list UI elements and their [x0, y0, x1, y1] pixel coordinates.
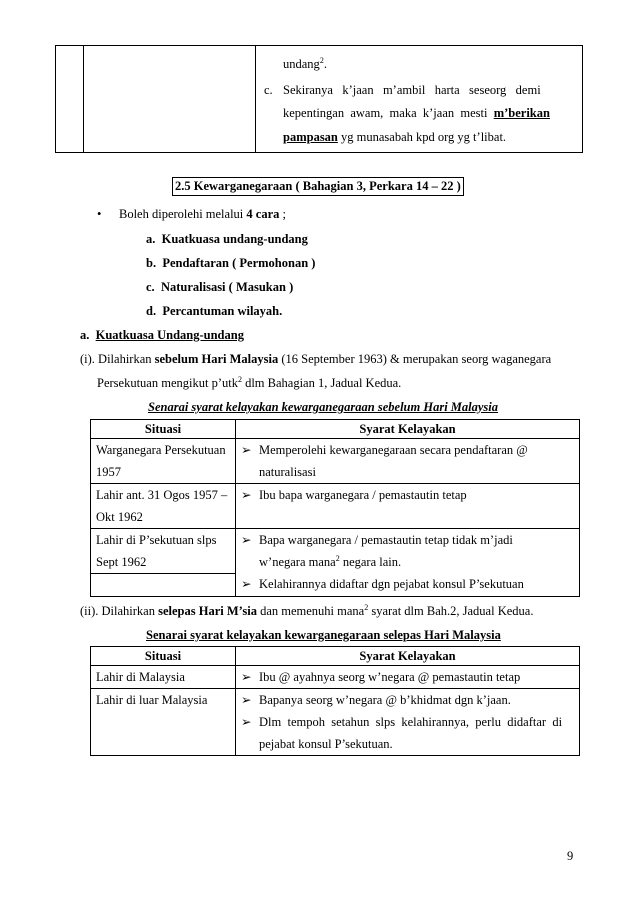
sub-heading: a. Kuatkuasa Undang-undang [80, 328, 244, 342]
paragraph-i-line2: Persekutuan mengikut p’utk$^2$ dlm Bahagian 1, Jadual Kedua. [97, 374, 402, 390]
text-line: undang$^2$. [283, 55, 327, 71]
column-header: Situasi [91, 420, 236, 439]
arrow-icon: ➢ [241, 443, 252, 457]
table-caption: Senarai syarat kelayakan kewarganegaraan sebelum Hari Malaysia [148, 400, 499, 414]
table-cell [84, 46, 256, 153]
section-heading: 2.5 Kewarganegaraan ( Bahagian 3, Perkara 14 – 22 ) [172, 177, 464, 196]
page-number: 9 [567, 849, 574, 863]
arrow-icon: ➢ [241, 488, 252, 502]
column-header: Situasi [91, 647, 236, 666]
table-cell: Lahir di Malaysia [91, 666, 236, 689]
bullet-icon: • [97, 207, 102, 221]
arrow-icon: ➢ [241, 670, 252, 684]
table-after-malaysia-day [90, 646, 580, 756]
list-item: c. Naturalisasi ( Masukan ) [146, 280, 294, 294]
table-cell: ➢ Bapanya seorg w’negara @ b’khidmat dgn k’jaan. ➢ Dlm tempoh setahun slps kelahirannya, perlu didaftar di pejabat konsul P’sekutuan. [236, 689, 580, 756]
table-cell: ➢ Ibu bapa warganegara / pemastautin tetap [236, 484, 580, 529]
table-cell: Lahir di P’sekutuan slps Sept 1962 [91, 529, 236, 597]
bullet-text: Boleh diperolehi melalui 4 cara ; [119, 207, 286, 221]
paragraph-ii: (ii). Dilahirkan selepas Hari M’sia dan memenuhi mana$^2$ syarat dlm Bah.2, Jadual Kedua. [80, 602, 534, 618]
text-line: pampasan yg munasabah kpd org yg t’libat. [283, 130, 507, 144]
list-item: d. Percantuman wilayah. [146, 304, 283, 318]
table-cell: Lahir di luar Malaysia [91, 689, 236, 756]
arrow-icon: ➢ [241, 715, 252, 729]
table-cell: Warganegara Persekutuan 1957 [91, 439, 236, 484]
paragraph-i: (i). Dilahirkan sebelum Hari Malaysia (16 September 1963) & merupakan seorg waganegara [80, 352, 552, 366]
list-marker: c. [264, 83, 273, 97]
table-row [91, 439, 580, 484]
arrow-icon: ➢ [241, 693, 252, 707]
text-line: kepentingan awam, maka k’jaan mesti m’berikan [283, 106, 550, 120]
table-before-malaysia-day [90, 419, 580, 597]
arrow-icon: ➢ [241, 577, 252, 591]
table-cell: Lahir ant. 31 Ogos 1957 – Okt 1962 [91, 484, 236, 529]
column-header: Syarat Kelayakan [236, 647, 580, 666]
table-cell [56, 46, 84, 153]
table-row [91, 689, 580, 756]
table-cell: ➢ Bapa warganegara / pemastautin tetap tidak m’jadi w’negara mana$^2$ negara lain. ➢ Kelahirannya didaftar dgn pejabat konsul P’sekutuan [236, 529, 580, 597]
list-item: b. Pendaftaran ( Permohonan ) [146, 256, 316, 270]
table-cell: ➢ Memperolehi kewarganegaraan secara pendaftaran @ naturalisasi [236, 439, 580, 484]
table-cell: ➢ Ibu @ ayahnya seorg w’negara @ pemastautin tetap [236, 666, 580, 689]
arrow-icon: ➢ [241, 533, 252, 547]
text-line: Sekiranya k’jaan m’ambil harta seseorg demi [283, 83, 541, 97]
continuation-table [55, 45, 583, 153]
table-row [91, 529, 580, 597]
table-row [91, 484, 580, 529]
column-header: Syarat Kelayakan [236, 420, 580, 439]
table-cell [256, 46, 583, 153]
table-caption: Senarai syarat kelayakan kewarganegaraan selepas Hari Malaysia [146, 628, 501, 642]
table-row [91, 666, 580, 689]
list-item: a. Kuatkuasa undang-undang [146, 232, 308, 246]
